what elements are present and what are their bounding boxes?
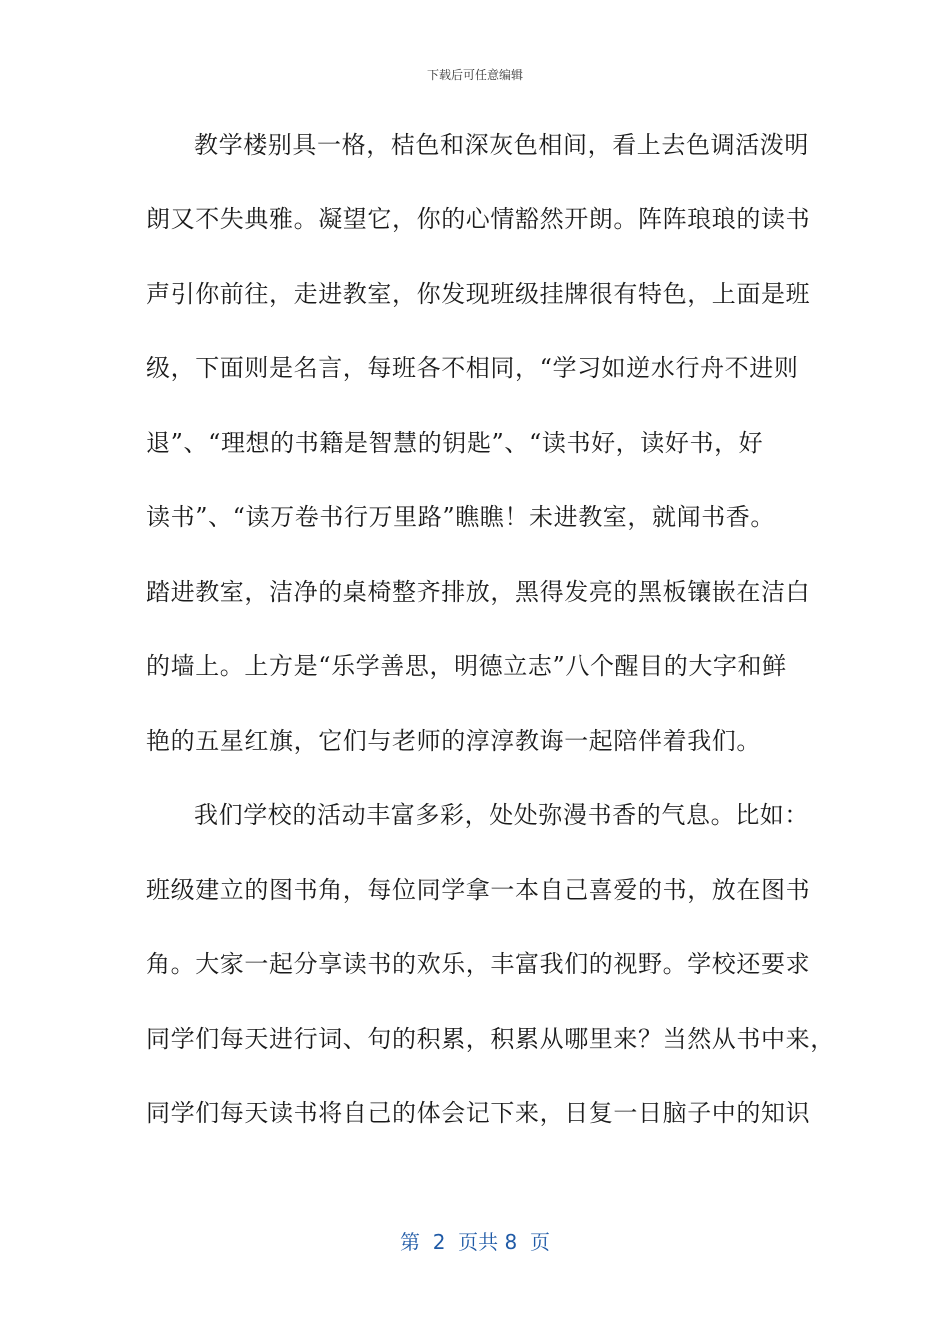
paragraph-2-line-4: 同学们每天进行词、句的积累，积累从哪里来？当然从书中来， xyxy=(146,1025,835,1053)
page-number-footer: 第 2 页共 8 页 xyxy=(400,1230,550,1254)
paragraph-1-line-3: 声引你前往，走进教室，你发现班级挂牌很有特色，上面是班 xyxy=(146,280,811,308)
paragraph-1-line-4: 级，下面则是名言，每班各不相同，“学习如逆水行舟不进则 xyxy=(146,354,799,382)
paragraph-1-line-6: 读书”、“读万卷书行万里路”瞧瞧！未进教室，就闻书香。 xyxy=(146,503,776,531)
paragraph-1-line-7: 踏进教室，洁净的桌椅整齐排放，黑得发亮的黑板镶嵌在洁白 xyxy=(146,578,811,606)
paragraph-2-line-5: 同学们每天读书将自己的体会记下来，日复一日脑子中的知识 xyxy=(146,1099,811,1127)
paragraph-1-line-2: 朗又不失典雅。凝望它，你的心情豁然开朗。阵阵琅琅的读书 xyxy=(146,205,811,233)
paragraph-1-line-5: 退”、“理想的书籍是智慧的钥匙”、“读书好，读好书，好 xyxy=(146,429,764,457)
paragraph-1-line-8: 的墙上。上方是“乐学善思，明德立志”八个醒目的大字和鲜 xyxy=(146,652,787,680)
paragraph-2-line-1: 我们学校的活动丰富多彩，处处弥漫书香的气息。比如： xyxy=(194,801,809,829)
paragraph-1-line-1: 教学楼别具一格，桔色和深灰色相间，看上去色调活泼明 xyxy=(194,131,809,159)
paragraph-2-line-3: 角。大家一起分享读书的欢乐，丰富我们的视野。学校还要求 xyxy=(146,950,811,978)
paragraph-2-line-2: 班级建立的图书角，每位同学拿一本自己喜爱的书，放在图书 xyxy=(146,876,811,904)
page-header: 下载后可任意编辑 xyxy=(426,68,523,82)
paragraph-1-line-9: 艳的五星红旗，它们与老师的淳淳教诲一起陪伴着我们。 xyxy=(146,727,761,755)
